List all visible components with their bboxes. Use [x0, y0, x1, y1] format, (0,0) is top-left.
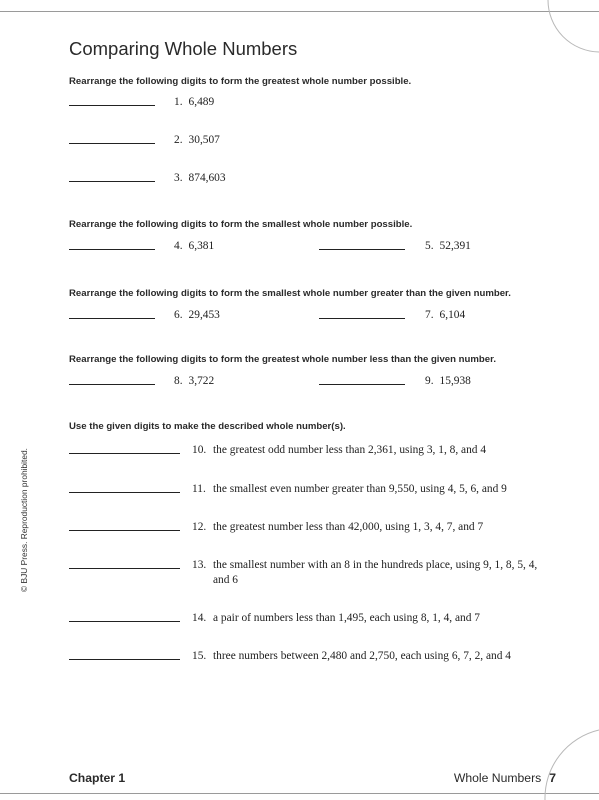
problem-value: 29,453: [188, 309, 220, 321]
answer-blank-13[interactable]: [69, 568, 180, 569]
problem-value: 874,603: [188, 172, 226, 184]
problem-9: [425, 375, 471, 387]
answer-blank-8[interactable]: [69, 384, 155, 385]
footer-section-title: Whole Numbers: [453, 771, 542, 785]
answer-blank-2[interactable]: [69, 143, 155, 144]
answer-blank-4[interactable]: [69, 249, 155, 250]
footer-section: [454, 771, 556, 785]
answer-blank-12[interactable]: [69, 530, 180, 531]
problem-text: a pair of numbers less than 1,495, each using 8, 1, 4, and 7: [213, 612, 480, 624]
problem-number: 2.: [174, 134, 183, 146]
copyright-notice: © BJU Press. Reproduction prohibited.: [19, 448, 29, 592]
problem-number: 14.: [192, 612, 207, 624]
problem-number: 15.: [192, 650, 207, 662]
answer-blank-6[interactable]: [69, 318, 155, 319]
problem-value: 15,938: [439, 375, 471, 387]
problem-text: the smallest even number greater than 9,550, using 4, 5, 6, and 9: [213, 483, 507, 495]
page-title: Comparing Whole Numbers: [69, 38, 298, 59]
answer-blank-14[interactable]: [69, 621, 180, 622]
problem-4: [174, 240, 214, 252]
problem-11: [192, 482, 552, 497]
answer-blank-10[interactable]: [69, 453, 180, 454]
problem-number: 8.: [174, 375, 183, 387]
instruction-given-digits: Use the given digits to make the described whole number(s).: [69, 421, 346, 432]
problem-text: the smallest number with an 8 in the hundreds place, using 9, 1, 8, 5, 4, and 6: [213, 559, 538, 586]
problem-12: [192, 520, 552, 535]
problem-8: [174, 375, 214, 387]
problem-value: 52,391: [439, 240, 471, 252]
problem-value: 30,507: [188, 134, 220, 146]
problem-value: 6,104: [439, 309, 466, 321]
problem-number: 4.: [174, 240, 183, 252]
answer-blank-5[interactable]: [319, 249, 405, 250]
problem-15: [192, 649, 552, 664]
page-number: 7: [549, 771, 556, 785]
footer-chapter: Chapter 1: [69, 771, 126, 785]
problem-10: [192, 443, 552, 458]
problem-value: 6,381: [188, 240, 215, 252]
problem-value: 6,489: [188, 96, 215, 108]
answer-blank-3[interactable]: [69, 181, 155, 182]
answer-blank-9[interactable]: [319, 384, 405, 385]
problem-number: 13.: [192, 559, 207, 571]
problem-text: three numbers between 2,480 and 2,750, each using 6, 7, 2, and 4: [213, 650, 511, 662]
problem-number: 6.: [174, 309, 183, 321]
problem-7: [425, 309, 465, 321]
problem-text: the greatest number less than 42,000, using 1, 3, 4, 7, and 7: [213, 521, 484, 533]
answer-blank-1[interactable]: [69, 105, 155, 106]
instruction-smallest-greater: Rearrange the following digits to form the smallest whole number greater than the given number.: [69, 288, 511, 299]
problem-number: 9.: [425, 375, 434, 387]
problem-number: 10.: [192, 444, 207, 456]
instruction-greatest-less: Rearrange the following digits to form the greatest whole number less than the given number.: [69, 354, 496, 365]
answer-blank-7[interactable]: [319, 318, 405, 319]
instruction-greatest: Rearrange the following digits to form the greatest whole number possible.: [69, 76, 412, 87]
problem-14: [192, 611, 552, 626]
problem-1: [174, 96, 214, 108]
problem-number: 12.: [192, 521, 207, 533]
problem-value: 3,722: [188, 375, 215, 387]
problem-2: [174, 134, 220, 146]
problem-text: the greatest odd number less than 2,361, using 3, 1, 8, and 4: [213, 444, 487, 456]
problem-number: 3.: [174, 172, 183, 184]
problem-number: 7.: [425, 309, 434, 321]
problem-number: 1.: [174, 96, 183, 108]
problem-6: [174, 309, 220, 321]
problem-13: [192, 558, 552, 588]
answer-blank-15[interactable]: [69, 659, 180, 660]
problem-3: [174, 172, 226, 184]
problem-5: [425, 240, 471, 252]
instruction-smallest: Rearrange the following digits to form the smallest whole number possible.: [69, 219, 413, 230]
problem-number: 11.: [192, 483, 206, 495]
answer-blank-11[interactable]: [69, 492, 180, 493]
problem-number: 5.: [425, 240, 434, 252]
